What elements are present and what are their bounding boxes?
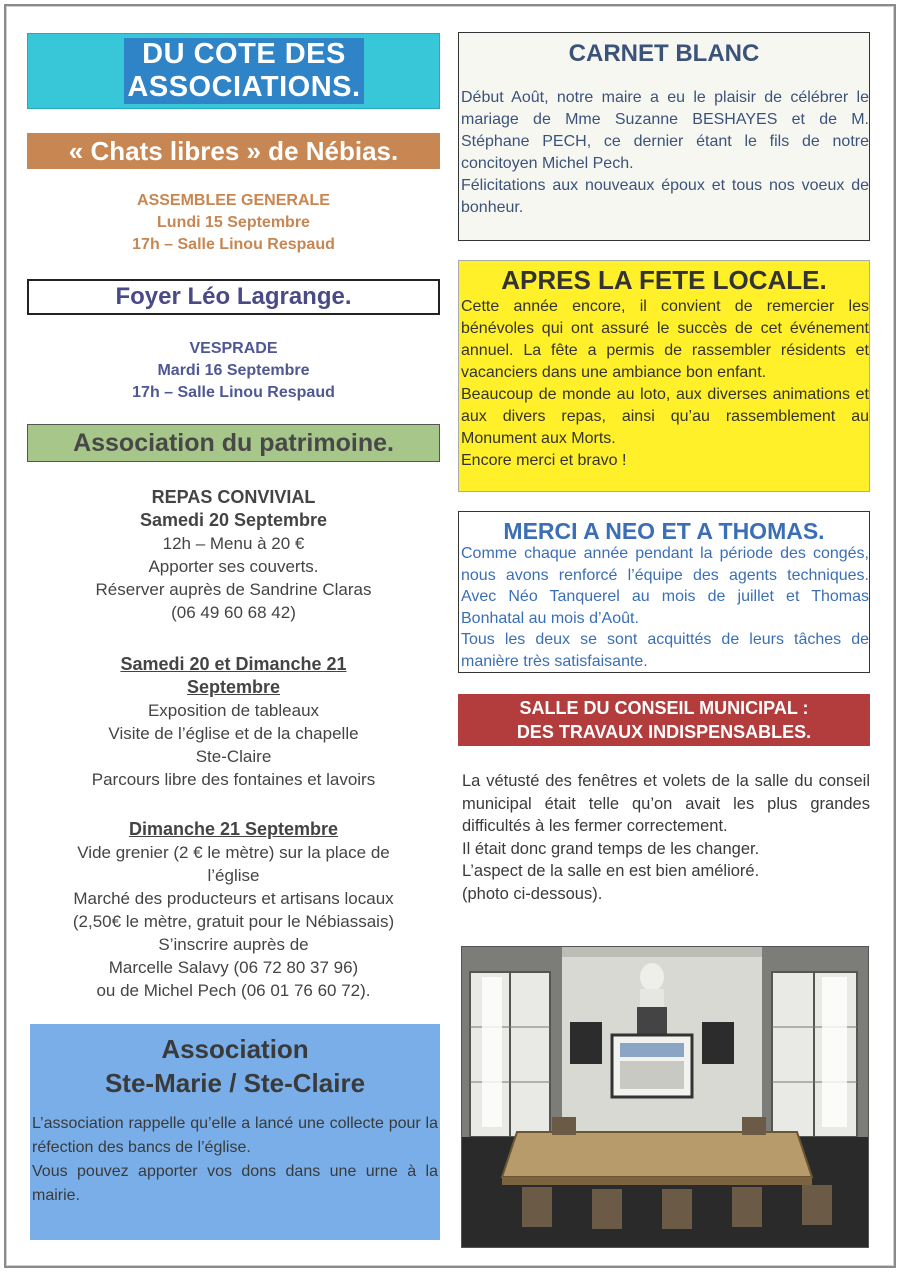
chats-libres-event: ASSEMBLEE GENERALE Lundi 15 Septembre 17h – Salle Linou Respaud	[132, 192, 335, 253]
fete-locale-body: Cette année encore, il convient de remercier les bénévoles qui ont assuré le succès de cet événement annuel. La fête a permis de rassembler résidents et vacanciers dans une ambiance bon enfant. Beaucoup de monde au loto, aux diverses animations et aux divers repas, ainsi qu’au rassemblement au Monument aux Morts. Encore merci et bravo !	[461, 298, 869, 469]
associations-header	[27, 33, 440, 109]
foyer-event: VESPRADE Mardi 16 Septembre 17h – Salle Linou Respaud	[132, 340, 335, 401]
merci-title: MERCI A NEO ET A THOMAS.	[503, 518, 825, 544]
chats-libres-title: « Chats libres » de Nébias.	[27, 133, 440, 169]
dimanche-events: Dimanche 21 Septembre Vide grenier (2 € le mètre) sur la place de l’église Marché des producteurs et artisans locaux (2,50€ le mètre, gratuit pour le Nébiassais) S’inscrire auprès de Marcelle Salavy (06 72 80 37 96) ou de Michel Pech (06 01 76 60 72).	[72, 819, 395, 1000]
stemarie-body: L’association rappelle qu’elle a lancé une collecte pour la réfection des bancs de l’église. Vous pouvez apporter vos dons dans une urne à la mairie.	[32, 1115, 438, 1204]
stemarie-title: Association Ste-Marie / Ste-Claire	[104, 1034, 366, 1098]
weekend-events: Samedi 20 et Dimanche 21 Septembre Exposition de tableaux Visite de l’église et de la chapelle Ste-Claire Parcours libre des fontaines et lavoirs	[91, 654, 376, 789]
foyer-title: Foyer Léo Lagrange.	[27, 279, 440, 315]
carnet-blanc-body: Début Août, notre maire a eu le plaisir de célébrer le mariage de Mme Suzanne BESHAYES et de M. Stéphane PECH, ce dernier étant le fils de notre concitoyen Michel Pech. Félicitations aux nouveaux époux et tous nos voeux de bonheur.	[461, 89, 869, 216]
associations-title: DU COTE DES ASSOCIATIONS.	[124, 38, 364, 104]
repas-convivial: REPAS CONVIVIAL Samedi 20 Septembre 12h – Menu à 20 € Apporter ses couverts. Réserver auprès de Sandrine Claras (06 49 60 68 42)	[95, 487, 372, 622]
fete-locale-title: APRES LA FETE LOCALE.	[501, 265, 827, 295]
merci-body: Comme chaque année pendant la période des congés, nous avons renforcé l’équipe des agents techniques. Avec Néo Tanquerel au mois de juillet et Thomas Bonhatal au mois d’Août. Tous les deux se sont acquittés de leurs tâches de manière très satisfaisante.	[461, 545, 869, 670]
patrimoine-title: Association du patrimoine.	[27, 424, 440, 462]
council-room-photo	[461, 946, 869, 1248]
stemarie-box	[30, 1024, 440, 1240]
merci-box	[458, 511, 870, 673]
salle-conseil-title: SALLE DU CONSEIL MUNICIPAL : DES TRAVAUX INDISPENSABLES.	[458, 694, 870, 746]
fete-locale-box	[458, 260, 870, 492]
salle-conseil-body: La vétusté des fenêtres et volets de la salle du conseil municipal était telle qu’on avait les plus grandes difficultés à les fermer correctement. Il était donc grand temps de les changer. L’aspect de la salle en est bien amélioré. (photo ci-dessous).	[462, 772, 870, 903]
council-room-photo-drawing	[462, 947, 869, 1248]
carnet-blanc-title: CARNET BLANC	[568, 40, 760, 67]
carnet-blanc-box	[458, 32, 870, 241]
